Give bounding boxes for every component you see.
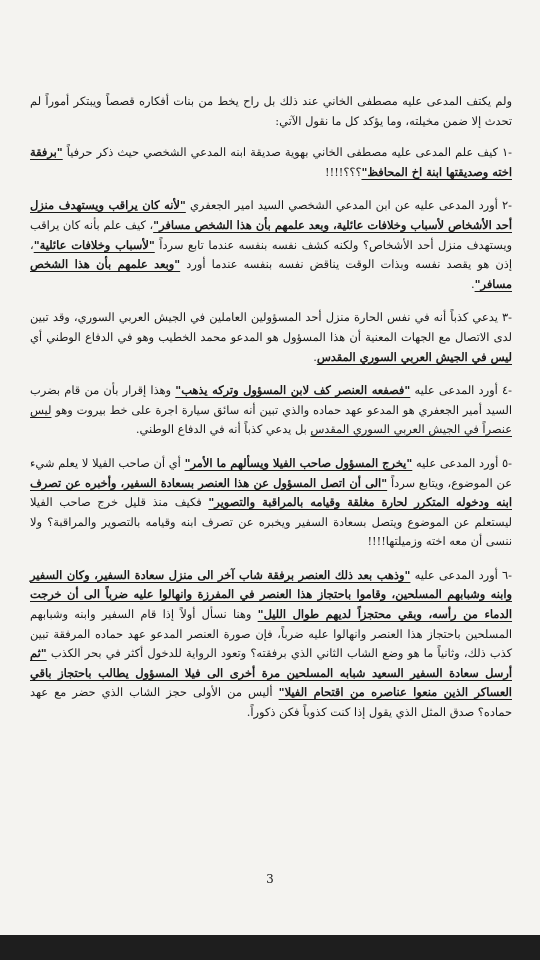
- quote-text: "وذهب بعد ذلك العنصر برفقة شاب آخر الى منزل سعادة السفير، وكان السفير وابنه وشبابهم المسلحين، وقاموا باحتجاز هذا العنصر في المفرزة وانهالوا عليه ضرباً الى أن خرجت الدماء من رأسه، وبقي محتجزاً لديهم طوال الليل": [30, 567, 513, 622]
- list-item-6: [30, 566, 512, 723]
- item-number: -٥: [502, 455, 513, 470]
- item-text: ، كيف علم بأنه كان يراقب ويستهدف منزل أحد الأشخاص؟ ولكنه كشف نفسه بنفسه عندما تابع سرداً: [30, 217, 512, 252]
- list-item-4: [30, 381, 512, 440]
- item-text: .: [313, 349, 317, 364]
- item-text: أورد المدعى عليه: [410, 567, 498, 582]
- item-text: كيف علم المدعى عليه مصطفى الخاني بهوية صديقة ابنه المدعي الشخصي حيث ذكر حرفياً: [62, 145, 498, 160]
- item-number: -٤: [502, 383, 513, 398]
- intro-paragraph: ولم يكتف المدعى عليه مصطفى الخاني عند ذلك بل راح يخط من بنات أفكاره قصصاً ويبتكر أموراً لم تحدث إلا ضمن مخيلته، وما يؤكد كل ما نقول الآتي:: [30, 94, 512, 128]
- item-number: -٦: [502, 567, 513, 582]
- quote-text: "فصفعه العنصر كف لابن المسؤول وتركه يذهب": [175, 383, 411, 398]
- item-text: أورد المدعى عليه: [412, 455, 499, 470]
- quote-text: "يخرج المسؤول صاحب الفيلا ويسألهم ما الأمر": [184, 455, 413, 470]
- item-text: أليس من الأولى حجز الشاب الذي حضر مع عهد حماده؟ صدق المثل الذي يقول إذا كنت كذوباً فكن ذكوراً.: [30, 685, 512, 720]
- quote-text: "لأسباب وخلافات عائلية": [33, 237, 155, 252]
- bottom-bar: [0, 935, 540, 960]
- item-text: وهنا نسأل أولاً إذا قام السفير وابنه وشبابهم المسلحين باحتجاز هذا العنصر وانهالوا عليه ضرباً، فإن صورة العنصر المدعو عهد حماده المرفقة تبين كذب ذلك، وثانياً ما هو وضع الشاب الثاني الذي برفقته؟ وتعود الرواية للدخول أكثر في بحر الكذب: [30, 607, 512, 661]
- item-text: فكيف منذ قليل خرج صاحب الفيلا ليستعلم عن الموضوع ويتصل بسعادة السفير ويخبره عن تصرف ابنه وقيامه بالتصوير والمراقبة؟ ولا ننسى أن معه اخته وزميلتها!!!!: [30, 495, 512, 549]
- item-text: ؟؟؟!!!!: [325, 164, 362, 179]
- list-item-3: [30, 308, 512, 367]
- item-text: وهذا إقرار بأن من قام بضرب السيد أمير الجعفري هو المدعو عهد حماده والذي تبين أنه سائق سيارة اجرة على خط بيروت وهو: [30, 383, 512, 417]
- emphasis-text: ليس في الجيش العربي السوري المقدس: [316, 349, 512, 364]
- item-text: .: [470, 276, 475, 291]
- item-number: -٢: [502, 198, 512, 213]
- page-number: 3: [266, 872, 274, 886]
- emphasis-text: ليس عنصراً في الجيش العربي السوري المقدس: [30, 402, 512, 437]
- item-number: -١: [502, 145, 512, 160]
- item-text: بل يدعي كذباً أنه في الدفاع الوطني.: [135, 422, 311, 437]
- item-text: ، إذن هو يقصد نفسه وبذات الوقت يناقض نفسه بنفسه عندما أورد: [30, 237, 513, 272]
- quote-text: "ثم أرسل سعادة السفير السعيد شبابه المسلحين مرة أخرى الى فيلا المسؤول يطالب باحتجاز باقي العساكر الذين منعوا عناصره من اقتحام الفيلا": [30, 646, 512, 700]
- item-text: أورد المدعى عليه عن ابن المدعي الشخصي السيد امير الجعفري: [185, 198, 498, 213]
- list-item-2: [30, 196, 512, 294]
- list-item-1: [30, 143, 512, 182]
- item-text: أورد المدعى عليه: [410, 383, 498, 398]
- list-item-5: [30, 454, 512, 552]
- quote-text: "لأنه كان يراقب ويستهدف منزل أحد الأشخاص لأسباب وخلافات عائلية، وبعد علمهم بأن هذا الشخص مسافر": [30, 198, 512, 232]
- quote-text: "برفقة اخته وصديقتها ابنة اخ المحافظ": [30, 145, 512, 179]
- quote-text: "وبعد علمهم بأن هذا الشخص مسافر": [30, 257, 512, 291]
- item-number: -٣: [502, 310, 512, 325]
- quote-text: "الى أن اتصل المسؤول عن هذا العنصر بسعادة السفير، وأخبره عن تصرف ابنه ودخوله المتكرر لحارة مغلقة وقيامه بالمراقبة والتصوير": [30, 475, 512, 510]
- item-text: يدعي كذباً أنه في نفس الحارة منزل أحد المسؤولين العاملين في الجيش العربي السوري، وقد تبين لدى الاتصال مع الجهات المعنية أن هذا المسؤول هو المدعو محمد الخطيب وهو في الدفاع الوطني أي: [30, 310, 512, 344]
- item-text: أي أن صاحب الفيلا لا يعلم شيء عن الموضوع، ويتابع سرداً: [30, 455, 512, 490]
